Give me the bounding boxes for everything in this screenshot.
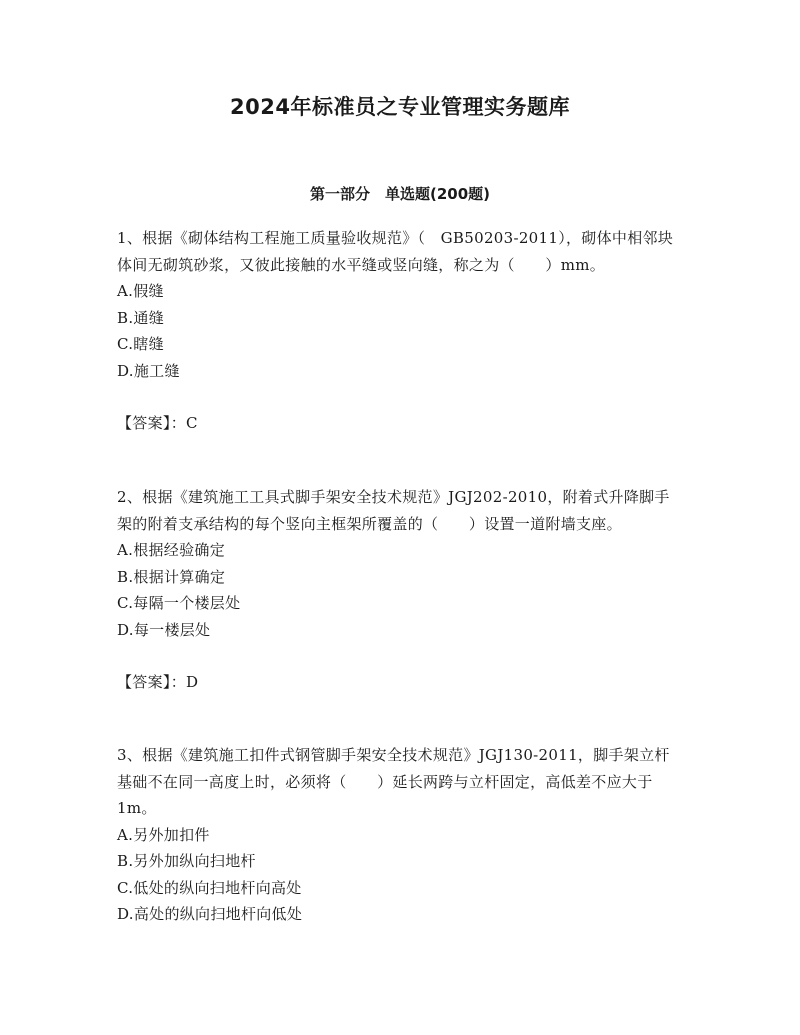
option-b: B.通缝: [117, 308, 164, 327]
question-stem: 1、根据《砌体结构工程施工质量验收规范》（ GB50203-2011），砌体中相邻块体间无砌筑砂浆，又彼此接触的水平缝或竖向缝，称之为（ ）mm。: [117, 229, 674, 274]
option-b: B.根据计算确定: [117, 567, 226, 586]
option-c: C.每隔一个楼层处: [117, 594, 241, 612]
question-2: [117, 484, 677, 696]
page-title: 2024年标准员之专业管理实务题库: [230, 95, 570, 119]
option-d: D.高处的纵向扫地杆向低处: [117, 905, 303, 923]
answer-label: 【答案】：D: [117, 673, 199, 691]
question-stem: 3、根据《建筑施工扣件式钢管脚手架安全技术规范》JGJ130-2011，脚手架立杆基础不在同一高度上时，必须将（ ）延长两跨与立杆固定，高低差不应大于1m。: [117, 746, 670, 817]
option-c: C.瞎缝: [117, 335, 164, 353]
option-d: D.每一楼层处: [117, 620, 211, 639]
answer-label: 【答案】：C: [117, 414, 198, 432]
question-3: [117, 742, 677, 928]
option-b: B.另外加纵向扫地杆: [117, 852, 256, 870]
option-d: D.施工缝: [117, 361, 180, 380]
option-a: A.另外加扣件: [117, 825, 210, 844]
option-c: C.低处的纵向扫地杆向高处: [117, 878, 302, 897]
section-title: 第一部分 单选题(200题): [309, 185, 491, 203]
question-1: [117, 225, 677, 437]
question-stem: 2、根据《建筑施工工具式脚手架安全技术规范》JGJ202-2010，附着式升降脚手架的附着支承结构的每个竖向主框架所覆盖的（ ）设置一道附墙支座。: [117, 488, 670, 533]
option-a: A.根据经验确定: [117, 541, 226, 559]
option-a: A.假缝: [117, 282, 164, 300]
